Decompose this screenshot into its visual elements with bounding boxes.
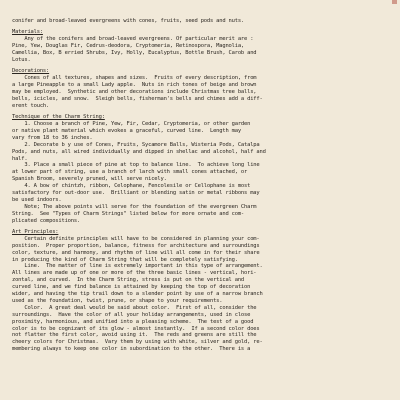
text-line: zontal, and curved. In the Charm String, stress is put on the vertical and: [12, 277, 245, 284]
text-line: Note; The above points will serve for the foundation of the evergreen Charm: [12, 203, 257, 210]
text-line: at lower part of string, use a branch of larch with small cones attached, or: [12, 169, 248, 176]
text-line: in producing the kind of Charm String that will be completely satisfying.: [12, 256, 238, 263]
text-line: Cones of all textures, shapes and sizes. Fruits of every description, from: [12, 75, 257, 82]
text-line: surroundings. Have the color of all your holiday arrangements, used in close: [12, 311, 251, 318]
section-heading: Art Principles:: [12, 229, 59, 236]
text-line: not flatter the first color, avoid using it. The reds and greens are still the: [12, 332, 257, 339]
text-line: membering always to keep one color in subordination to the other. There is a: [12, 346, 251, 353]
text-line: cheery colors for Christmas. Vary them by using with white, silver and gold, re-: [12, 339, 263, 346]
text-line: half.: [12, 155, 28, 162]
text-line: Pods, and nuts, all wired individually and dipped in shellac and alcohol, half and: [12, 148, 266, 155]
text-line: vary from 18 to 36 inches.: [12, 134, 93, 141]
section-heading: Materials:: [12, 29, 43, 36]
text-line: may be employed. Synthetic and other decorations include Christmas tree balls,: [12, 88, 257, 95]
text-line: String. See "Types of Charm Strings" listed below for more ornate and com-: [12, 210, 245, 217]
text-line: bells, icicles, and snow. Sleigh bells, fisherman's bells and chimes add a diff-: [12, 95, 263, 102]
text-line: plicated compositions.: [12, 217, 81, 224]
text-line: or native plant material which evokes a graceful, curved line. Length may: [12, 127, 241, 134]
text-line: Line. The matter of line is extremely important in this type of arrangement.: [12, 263, 263, 270]
text-line: a large Pineapple to a small Lady apple. Nuts in rich tones of beige and brown: [12, 82, 257, 89]
text-line: 4. A bow of chintzh, ribbon, Celophane, Fencolesile or Cellophane is most: [12, 183, 251, 190]
text-line: erent touch.: [12, 102, 50, 109]
text-line: used as the foundation, twist, prune, or shape to your requirements.: [12, 297, 223, 304]
document-body: [12, 18, 390, 353]
text-line: All lines are made up of one or more of the three basic lines - vertical, hori-: [12, 270, 257, 277]
text-line: satisfactory for out-door use. Brilliant or blending satin or metal ribbons may: [12, 189, 260, 196]
text-line: Pine, Yew, Douglas Fir, Cedrus-deodora, Cryptomeria, Retinospora, Magnolia,: [12, 42, 245, 49]
red-mark: [392, 0, 397, 4]
text-line: 1. Choose a branch of Pine, Yew, Fir, Cedar, Cryptomeria, or other garden: [12, 121, 251, 128]
text-line: Spanish Broom, severely pruned, will serve nicely.: [12, 176, 167, 183]
text-line: Lotus.: [12, 56, 31, 63]
text-line: Certain definite principles will have to be considered in planning your com-: [12, 235, 260, 242]
section-heading: Decorations:: [12, 68, 50, 75]
section-heading: Technique of the Charm String:: [12, 114, 105, 121]
text-line: wider, and having the tip trail down to a slender point by use of a narrow branch: [12, 291, 263, 298]
text-line: conifer and broad-leaved evergreens with cones, fruits, seed pods and nuts.: [12, 17, 245, 24]
text-line: proximity, harmonious, and unified into a pleasing scheme. The test of a good: [12, 318, 254, 325]
text-line: curved line, and we find balance is attained by keeping the top of decoration: [12, 284, 251, 291]
text-line: Camellia, Box, B erried Shrubs, Ivy, Holly, Eucalyptus, Bottle Brush, Carob and: [12, 49, 257, 56]
text-line: position. Proper proportion, balance, fitness for architecture and surroundings: [12, 242, 260, 249]
text-line: be used indoors.: [12, 196, 62, 203]
text-line: color, texture, and harmony, and rhythm of line will all come in for their share: [12, 249, 260, 256]
text-line: Color. A great deal would be said about color. First of all, consider the: [12, 304, 257, 311]
text-line: 2. Decorate b y use of Cones, Fruits, Sycamore Balls, Wisteria Pods, Catalpa: [12, 141, 260, 148]
text-line: Any of the conifers and broad-leaved evergreens. Of particular merit are :: [12, 36, 254, 43]
text-line: color is to be cognizant of its glow - almost instantly. If a second color does: [12, 325, 260, 332]
text-line: 3. Place a small piece of pine at top to balance line. To achieve long line: [12, 162, 260, 169]
